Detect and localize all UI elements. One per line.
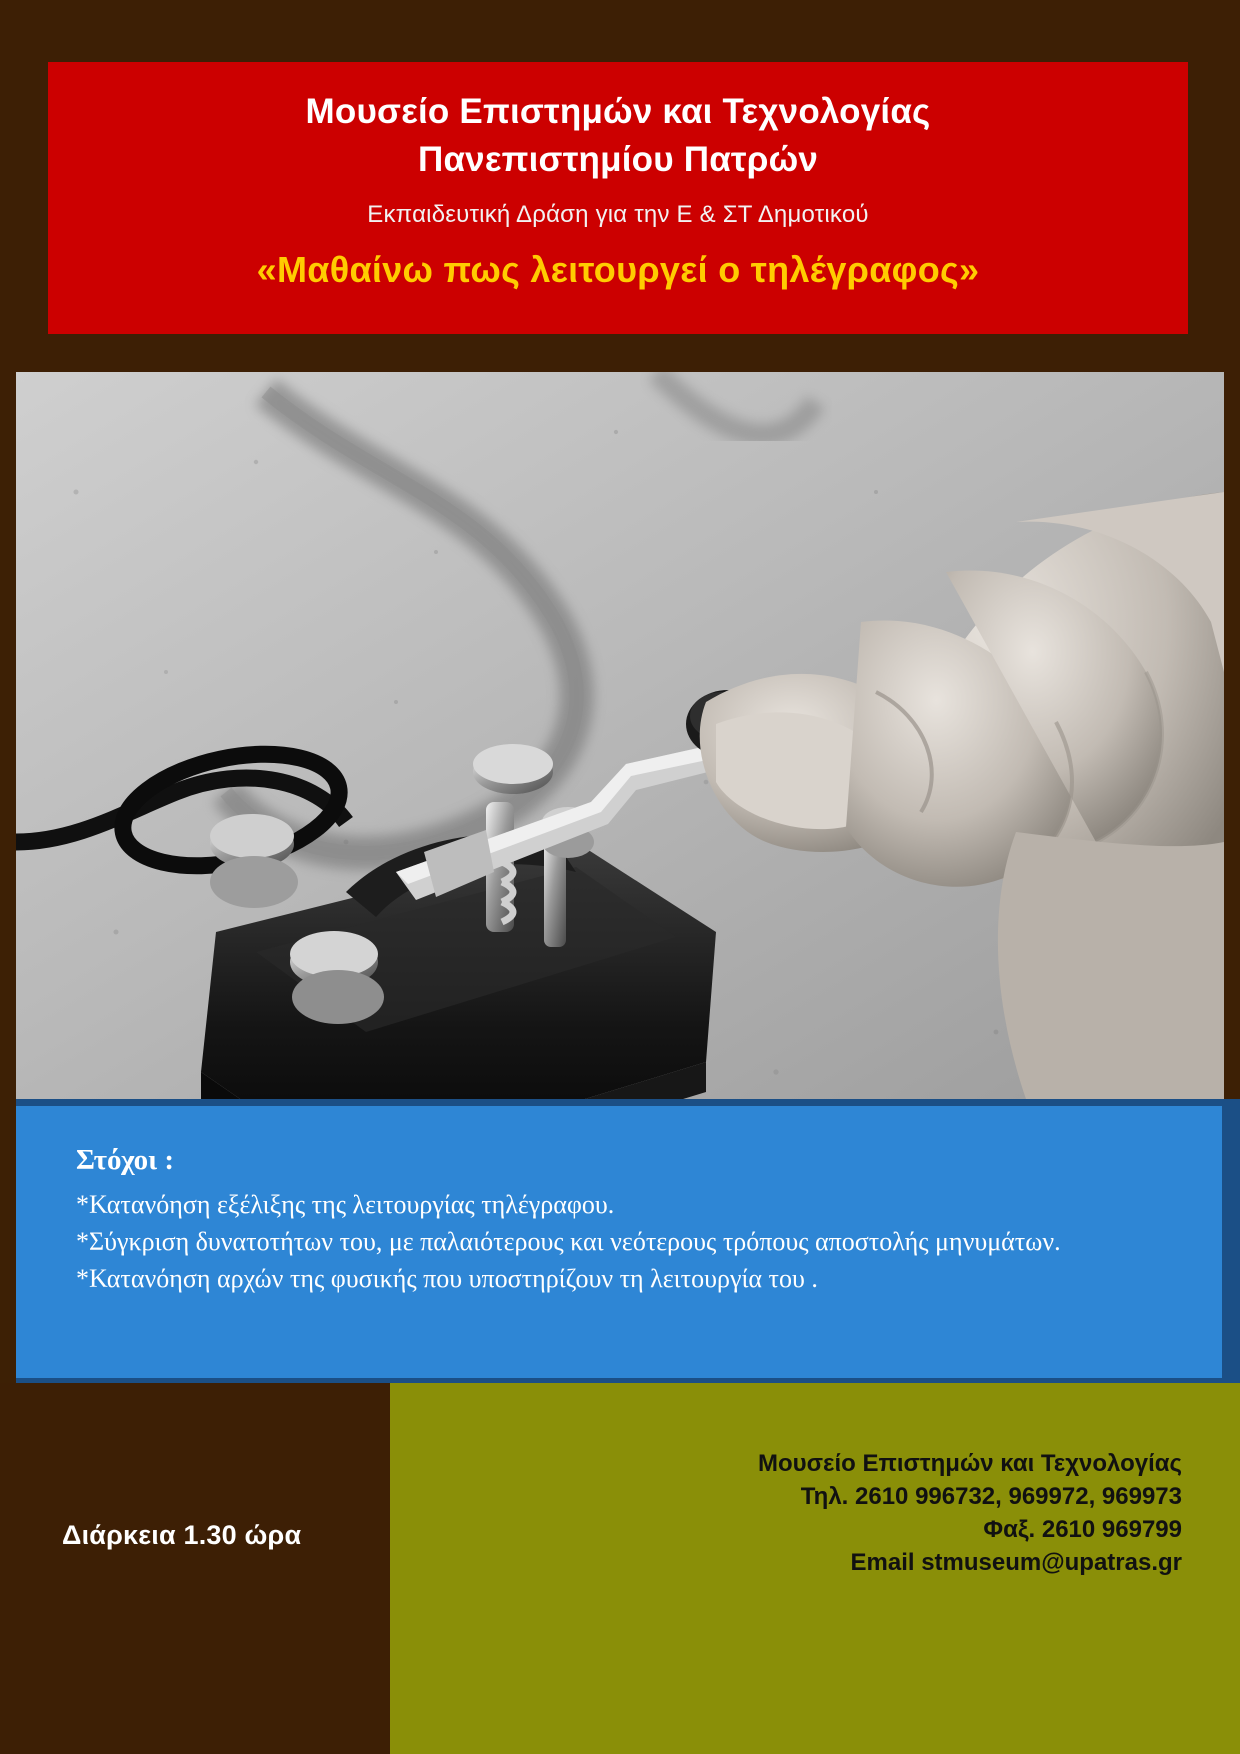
contact-block — [422, 1447, 1182, 1579]
contact-line-3: Φαξ. 2610 969799 — [983, 1516, 1182, 1544]
header-quote: «Μαθαίνω πως λειτουργεί ο τηλέγραφος» — [256, 249, 980, 291]
objective-item-2: *Σύγκριση δυνατοτήτων του, με παλαιότερους και νεότερους τρόπους αποστολής μηνυμάτων. — [76, 1226, 1061, 1256]
duration-label: Διάρκεια 1.30 ώρα — [62, 1520, 302, 1550]
contact-line-2: Τηλ. 2610 996732, 969972, 969973 — [800, 1483, 1182, 1511]
objective-item-1: *Κατανόηση εξέλιξης της λειτουργίας τηλέγραφου. — [76, 1190, 615, 1219]
museum-title-line1: Μουσείο Επιστημών και Τεχνολογίας — [305, 92, 931, 131]
objective-item-3: *Κατανόηση αρχών της φυσικής που υποστηρίζουν τη λειτουργία του . — [76, 1263, 818, 1293]
header-banner — [48, 62, 1188, 334]
contact-line-1: Μουσείο Επιστημών και Τεχνολογίας — [758, 1450, 1182, 1477]
objectives-title: Στόχοι : — [76, 1144, 175, 1176]
objectives-panel — [16, 1106, 1222, 1378]
telegraph-photo — [16, 372, 1224, 1099]
header-subtitle: Εκπαιδευτική Δράση για την Ε & ΣΤ Δημοτικού — [367, 201, 869, 229]
contact-line-4: Email stmuseum@upatras.gr — [850, 1549, 1182, 1577]
museum-title-line2: Πανεπιστημίου Πατρών — [417, 139, 819, 179]
telegraph-photo-graphic — [16, 372, 1224, 1099]
